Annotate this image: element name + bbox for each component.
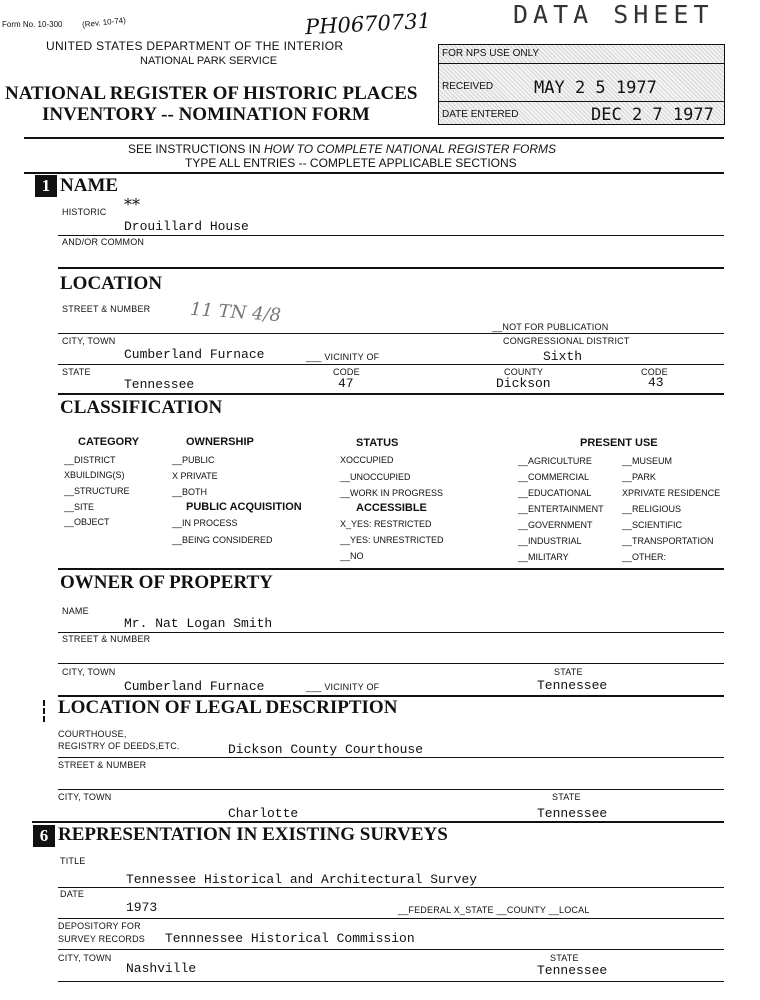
section-title-location: LOCATION [60,273,163,294]
county-code-value: 43 [648,375,664,390]
section-title-legal-description: LOCATION OF LEGAL DESCRIPTION [58,697,398,718]
present-use-option: __COMMERCIAL [518,472,590,482]
section-number-1: 1 [35,175,57,197]
category-heading: CATEGORY [78,436,140,448]
service-name: NATIONAL PARK SERVICE [140,55,278,67]
legal-city-value: Charlotte [228,806,299,821]
present-use-option: __MUSEUM [622,456,673,466]
status-option: XOCCUPIED [340,455,394,465]
county-value: Dickson [496,376,551,391]
survey-state-value: Tennessee [537,963,608,978]
city-town-label: CITY, TOWN [62,336,116,346]
category-option: __STRUCTURE [64,486,130,496]
courthouse-value: Dickson County Courthouse [228,742,424,757]
instructions-line1: SEE INSTRUCTIONS IN HOW TO COMPLETE NATIONAL REGISTER FORMS [128,142,557,156]
ownership-option: __PUBLIC [172,455,215,465]
category-option: __SITE [64,502,95,512]
owner-state-value: Tennessee [537,678,608,693]
present-use-option: __GOVERNMENT [518,520,593,530]
present-use-option: XPRIVATE RESIDENCE [622,488,721,498]
survey-city-label: CITY, TOWN [58,953,112,963]
county-label: COUNTY [504,367,544,377]
present-use-option: __RELIGIOUS [622,504,682,514]
owner-city-label: CITY, TOWN [62,667,116,677]
state-label: STATE [62,367,91,377]
owner-name-label: NAME [62,606,89,616]
status-option: __WORK IN PROGRESS [340,488,444,498]
courthouse-label-1: COURTHOUSE, [58,729,127,739]
survey-city-value: Nashville [126,961,197,976]
present-use-option: __ENTERTAINMENT [518,504,604,514]
present-use-option: __OTHER: [622,552,667,562]
owner-city-value: Cumberland Furnace [124,679,265,694]
accessible-option: X_YES: RESTRICTED [340,519,432,529]
present-use-option: __INDUSTRIAL [518,536,582,546]
received-label: RECEIVED [442,81,494,92]
ownership-heading: OWNERSHIP [186,436,254,448]
street-number-label: STREET & NUMBER [62,304,151,314]
accessible-option: __YES: UNRESTRICTED [340,535,444,545]
depository-label-1: DEPOSITORY FOR [58,921,141,931]
owner-name-value: Mr. Nat Logan Smith [124,616,273,631]
form-number: Form No. 10-300 [2,20,63,29]
section-title-name: NAME [60,175,119,196]
handwritten-id: PH0670731 [304,8,432,40]
date-entered-value: DEC 2 7 1977 [591,105,714,125]
survey-state-label: STATE [550,953,579,963]
historic-mark: ** [124,195,140,214]
received-date: MAY 2 5 1977 [534,78,657,98]
survey-title-label: TITLE [60,856,86,866]
ownership-option: __BOTH [172,487,208,497]
survey-levels: __FEDERAL X_STATE __COUNTY __LOCAL [398,905,590,915]
common-name-label: AND/OR COMMON [62,237,145,247]
form-revision: (Rev. 10-74) [81,15,127,30]
legal-street-label: STREET & NUMBER [58,760,147,770]
section-title-owner: OWNER OF PROPERTY [60,572,273,593]
courthouse-label-2: REGISTRY OF DEEDS,ETC. [58,741,180,751]
instructions-line2: TYPE ALL ENTRIES -- COMPLETE APPLICABLE SECTIONS [185,156,517,170]
present-use-heading: PRESENT USE [580,437,658,449]
legal-city-label: CITY, TOWN [58,792,112,802]
accessible-heading: ACCESSIBLE [356,502,427,514]
survey-title-value: Tennessee Historical and Architectural Survey [126,872,478,887]
historic-label: HISTORIC [62,207,107,217]
congressional-district-label: CONGRESSIONAL DISTRICT [503,336,630,346]
state-value: Tennessee [124,377,195,392]
status-option: __UNOCCUPIED [340,472,411,482]
state-code-value: 47 [338,376,354,391]
present-use-option: __SCIENTIFIC [622,520,683,530]
department-name: UNITED STATES DEPARTMENT OF THE INTERIOR [46,39,344,53]
street-handwriting: 11 TN 4/8 [189,298,282,327]
section-number-6: 6 [33,825,55,847]
acquisition-option: __BEING CONSIDERED [172,535,273,545]
form-title-line2: INVENTORY -- NOMINATION FORM [42,104,370,125]
historic-name-value: Drouillard House [124,219,249,234]
depository-label-2: SURVEY RECORDS [58,934,145,944]
not-for-publication: __NOT FOR PUBLICATION [492,322,609,332]
data-sheet-stamp: DATA SHEET [513,0,714,29]
date-entered-label: DATE ENTERED [442,109,519,120]
present-use-option: __AGRICULTURE [518,456,592,466]
form-title-line1: NATIONAL REGISTER OF HISTORIC PLACES [5,83,418,104]
vicinity-label: ___ VICINITY OF [306,352,380,362]
nps-use-label: FOR NPS USE ONLY [442,48,540,59]
section-title-surveys: REPRESENTATION IN EXISTING SURVEYS [58,824,448,845]
legal-state-value: Tennessee [537,806,608,821]
present-use-option: __TRANSPORTATION [622,536,714,546]
legal-state-label: STATE [552,792,581,802]
owner-state-label: STATE [554,667,583,677]
depository-value: Tennnessee Historical Commission [165,931,415,946]
category-option: __DISTRICT [64,455,116,465]
survey-date-label: DATE [60,889,85,899]
acquisition-option: __IN PROCESS [172,518,238,528]
county-code-label: CODE [641,367,668,377]
present-use-option: __EDUCATIONAL [518,488,592,498]
present-use-option: __MILITARY [518,552,569,562]
category-option: XBUILDING(S) [64,470,125,480]
state-code-label: CODE [333,367,360,377]
owner-vicinity-label: ___ VICINITY OF [306,682,380,692]
survey-date-value: 1973 [126,900,158,915]
congressional-district-value: Sixth [543,349,583,364]
city-value: Cumberland Furnace [124,347,265,362]
accessible-option: __NO [340,551,364,561]
nps-use-box [438,44,725,125]
owner-street-label: STREET & NUMBER [62,634,151,644]
section-title-classification: CLASSIFICATION [60,397,223,418]
public-acquisition-heading: PUBLIC ACQUISITION [186,501,302,513]
ownership-option: X PRIVATE [172,471,218,481]
category-option: __OBJECT [64,517,110,527]
status-heading: STATUS [356,437,399,449]
present-use-option: __PARK [622,472,656,482]
